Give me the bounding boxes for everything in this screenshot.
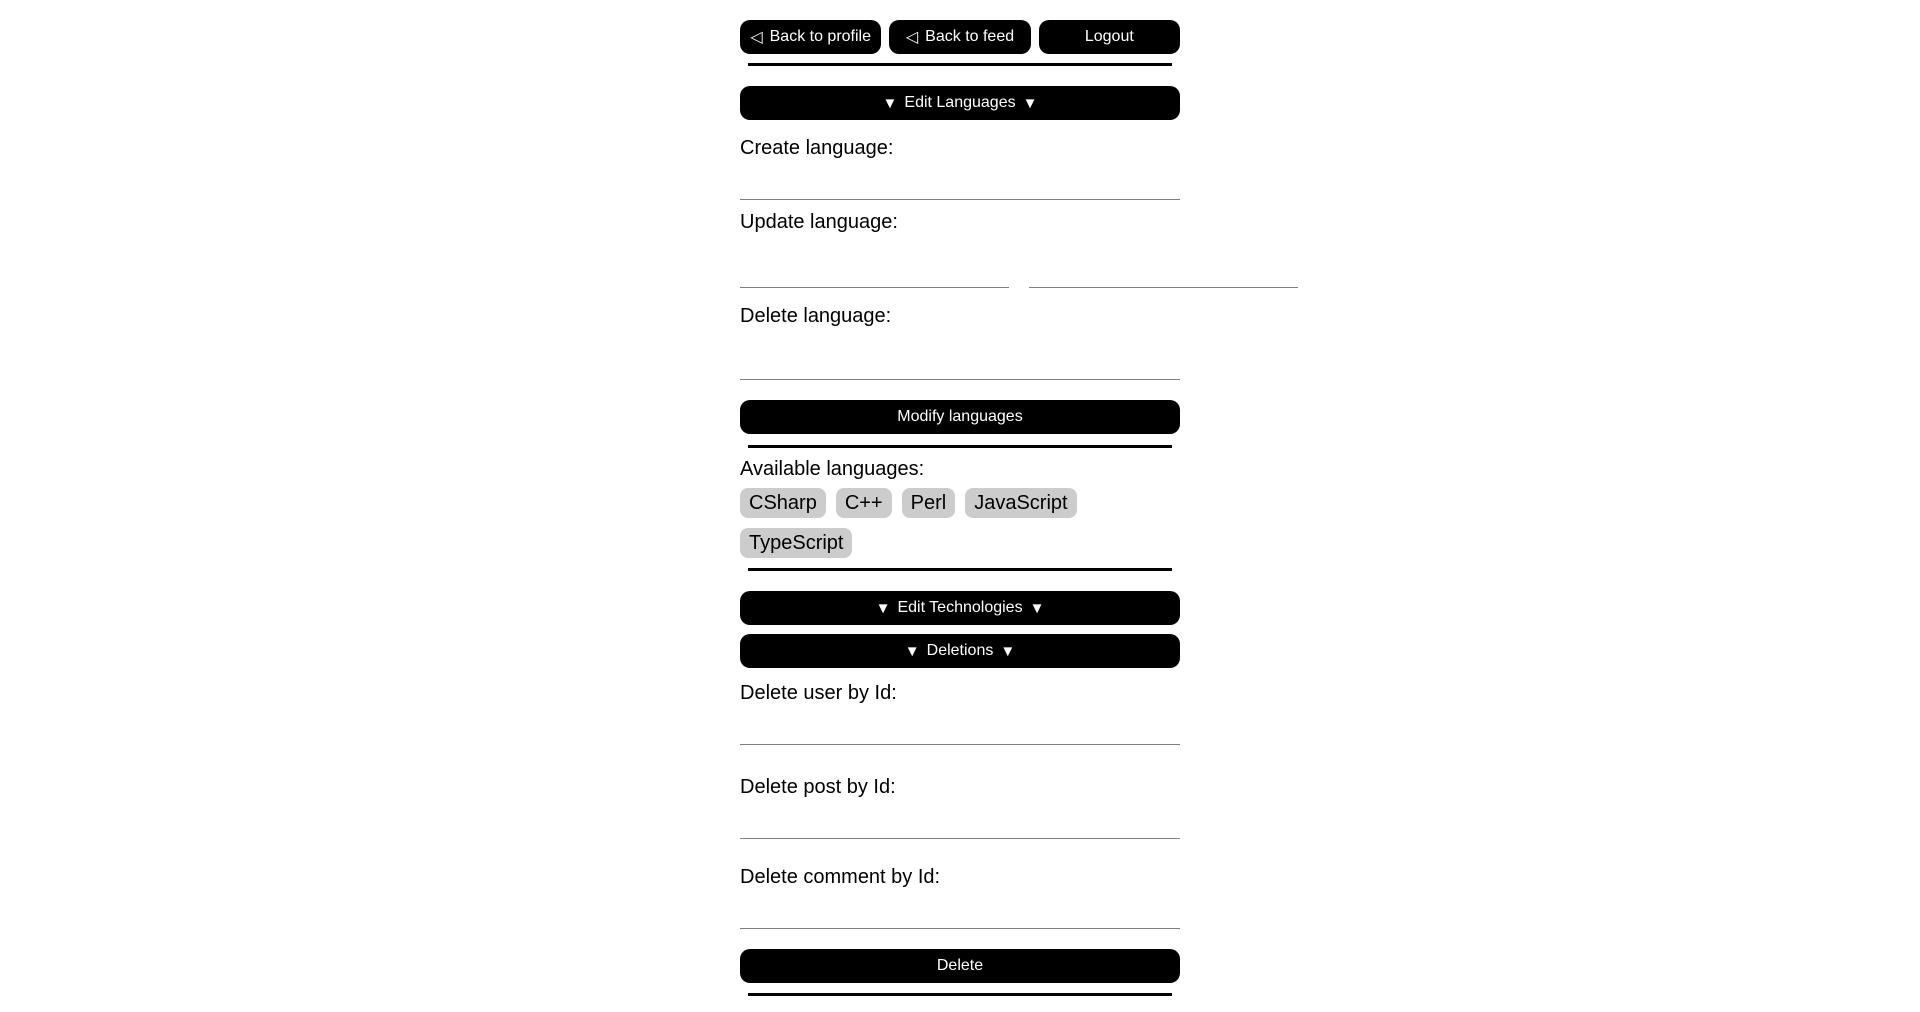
- chevron-down-icon: ▼: [882, 94, 898, 112]
- delete-button-label: Delete: [936, 957, 984, 974]
- chevron-down-icon: ▼: [1029, 599, 1045, 617]
- update-language-label: Update language:: [740, 211, 898, 233]
- update-language-inputs: [740, 248, 1180, 288]
- section-divider: [748, 568, 1172, 571]
- edit-languages-toggle-label: Edit Languages: [904, 94, 1016, 111]
- create-language-input[interactable]: [740, 160, 1180, 200]
- back-to-feed-button[interactable]: [889, 20, 1030, 54]
- deletions-toggle-label: Deletions: [926, 642, 994, 659]
- available-languages-list: [740, 488, 1180, 558]
- section-divider: [748, 445, 1172, 448]
- delete-post-by-id-label: Delete post by Id:: [740, 776, 896, 798]
- update-language-old-input[interactable]: [740, 248, 1009, 288]
- chevron-down-icon: ▼: [875, 599, 891, 617]
- logout-label: Logout: [1084, 28, 1134, 45]
- delete-language-input[interactable]: [740, 340, 1180, 380]
- delete-user-by-id-label: Delete user by Id:: [740, 682, 897, 704]
- edit-technologies-toggle-label: Edit Technologies: [897, 599, 1023, 616]
- chevron-down-icon: ▼: [1000, 642, 1016, 660]
- language-tag: CSharp: [740, 488, 826, 518]
- chevron-down-icon: ▼: [904, 642, 920, 660]
- delete-language-label: Delete language:: [740, 305, 892, 327]
- edit-languages-toggle[interactable]: [740, 86, 1180, 120]
- language-tag: Perl: [902, 488, 956, 518]
- create-language-label: Create language:: [740, 137, 894, 159]
- language-tag: C++: [836, 488, 892, 518]
- delete-post-by-id-input[interactable]: [740, 799, 1180, 839]
- admin-panel: [740, 0, 1180, 996]
- available-languages-label: Available languages:: [740, 458, 925, 480]
- deletions-toggle[interactable]: [740, 634, 1180, 668]
- delete-comment-by-id-input[interactable]: [740, 889, 1180, 929]
- delete-user-by-id-input[interactable]: [740, 705, 1180, 745]
- chevron-down-icon: ▼: [1022, 94, 1038, 112]
- section-divider: [748, 63, 1172, 66]
- back-arrow-icon: ◁: [905, 29, 919, 46]
- modify-languages-label: Modify languages: [897, 408, 1023, 425]
- language-tag: TypeScript: [740, 528, 852, 558]
- logout-button[interactable]: [1039, 20, 1180, 54]
- update-language-new-input[interactable]: [1029, 248, 1298, 288]
- back-to-profile-label: Back to profile: [769, 28, 872, 45]
- back-to-feed-label: Back to feed: [925, 28, 1015, 45]
- top-button-row: [740, 20, 1180, 54]
- delete-button[interactable]: [740, 949, 1180, 983]
- language-tag: JavaScript: [965, 488, 1076, 518]
- section-divider: [748, 993, 1172, 996]
- edit-technologies-toggle[interactable]: [740, 591, 1180, 625]
- delete-comment-by-id-label: Delete comment by Id:: [740, 866, 941, 888]
- modify-languages-button[interactable]: [740, 400, 1180, 434]
- back-to-profile-button[interactable]: [740, 20, 881, 54]
- back-arrow-icon: ◁: [750, 29, 763, 46]
